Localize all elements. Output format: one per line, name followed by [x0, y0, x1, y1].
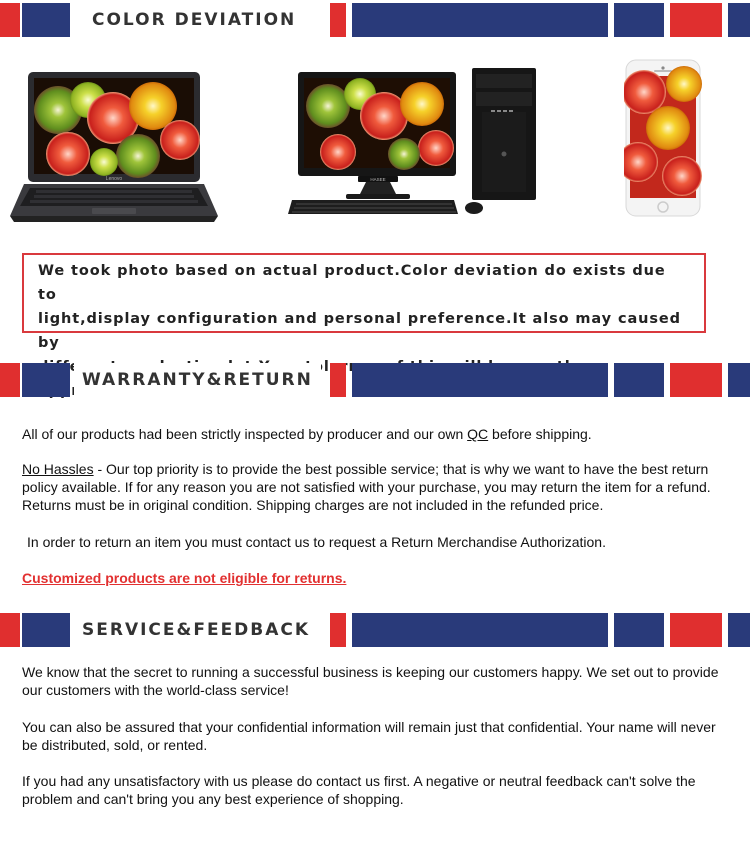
- red-block: [670, 3, 722, 37]
- red-block: [330, 363, 346, 397]
- smartphone-image: [624, 58, 702, 218]
- red-block: [330, 3, 346, 37]
- warranty-policy-paragraph: [22, 460, 734, 514]
- color-deviation-header: [0, 3, 750, 37]
- red-block: [0, 363, 20, 397]
- navy-block: [22, 613, 70, 647]
- navy-block: [22, 363, 70, 397]
- service-paragraph-1: We know that the secret to running a successful business is keeping our customers happy. We set out to provide our customers with the world-class service!: [22, 664, 719, 698]
- red-block: [0, 3, 20, 37]
- notice-line: We took photo based on actual product.Color deviation do exists due to: [38, 263, 666, 303]
- navy-block: [352, 3, 608, 37]
- warranty-rma-paragraph: In order to return an item you must contact us to request a Return Merchandise Authorization.: [27, 534, 606, 550]
- customized-warning: Customized products are not eligible for returns.: [22, 570, 347, 586]
- navy-block: [728, 363, 750, 397]
- red-block: [670, 363, 722, 397]
- section-title: COLOR DEVIATION: [84, 3, 304, 37]
- navy-block: [728, 613, 750, 647]
- desktop-computer-image: [286, 66, 540, 218]
- navy-block: [728, 3, 750, 37]
- navy-block: [614, 3, 664, 37]
- color-deviation-notice: [22, 253, 706, 351]
- navy-block: [352, 613, 608, 647]
- laptop-brand: Lenovo: [105, 176, 123, 182]
- red-block: [0, 613, 20, 647]
- red-block: [670, 613, 722, 647]
- navy-block: [22, 3, 70, 37]
- no-hassles-label: No Hassles: [22, 461, 94, 477]
- section-title: WARRANTY&RETURN: [74, 363, 321, 397]
- laptop-image: [8, 70, 220, 226]
- monitor-brand: HASEE: [370, 177, 386, 182]
- service-paragraph-2: You can also be assured that your confidential information will remain just that confidential. Your name will never be distributed, sold, or rented.: [22, 719, 716, 753]
- warranty-return-header: [0, 363, 750, 397]
- navy-block: [614, 613, 664, 647]
- warranty-qc-paragraph: [22, 425, 734, 443]
- navy-block: [352, 363, 608, 397]
- red-block: [330, 613, 346, 647]
- service-paragraph-3: If you had any unsatisfactory with us please do contact us first. A negative or neutral feedback can't solve the problem and can't bring you any best experience of shopping.: [22, 773, 696, 807]
- navy-block: [614, 363, 664, 397]
- text: before shipping.: [488, 426, 592, 442]
- qc-link: QC: [467, 426, 489, 442]
- section-title: SERVICE&FEEDBACK: [74, 613, 318, 647]
- text: - Our top priority is to provide the best possible service; that is why we want to have the best return policy available. If for any reason you are not satisfied with your purchase, you may return the item for a refund. Returns must be in original condition. Shipping charges are not included in the refunded price.: [22, 461, 711, 513]
- notice-line: light,display configuration and personal preference.It also may caused by: [38, 311, 681, 351]
- text: All of our products had been strictly inspected by producer and our own: [22, 426, 468, 442]
- service-feedback-header: [0, 613, 750, 647]
